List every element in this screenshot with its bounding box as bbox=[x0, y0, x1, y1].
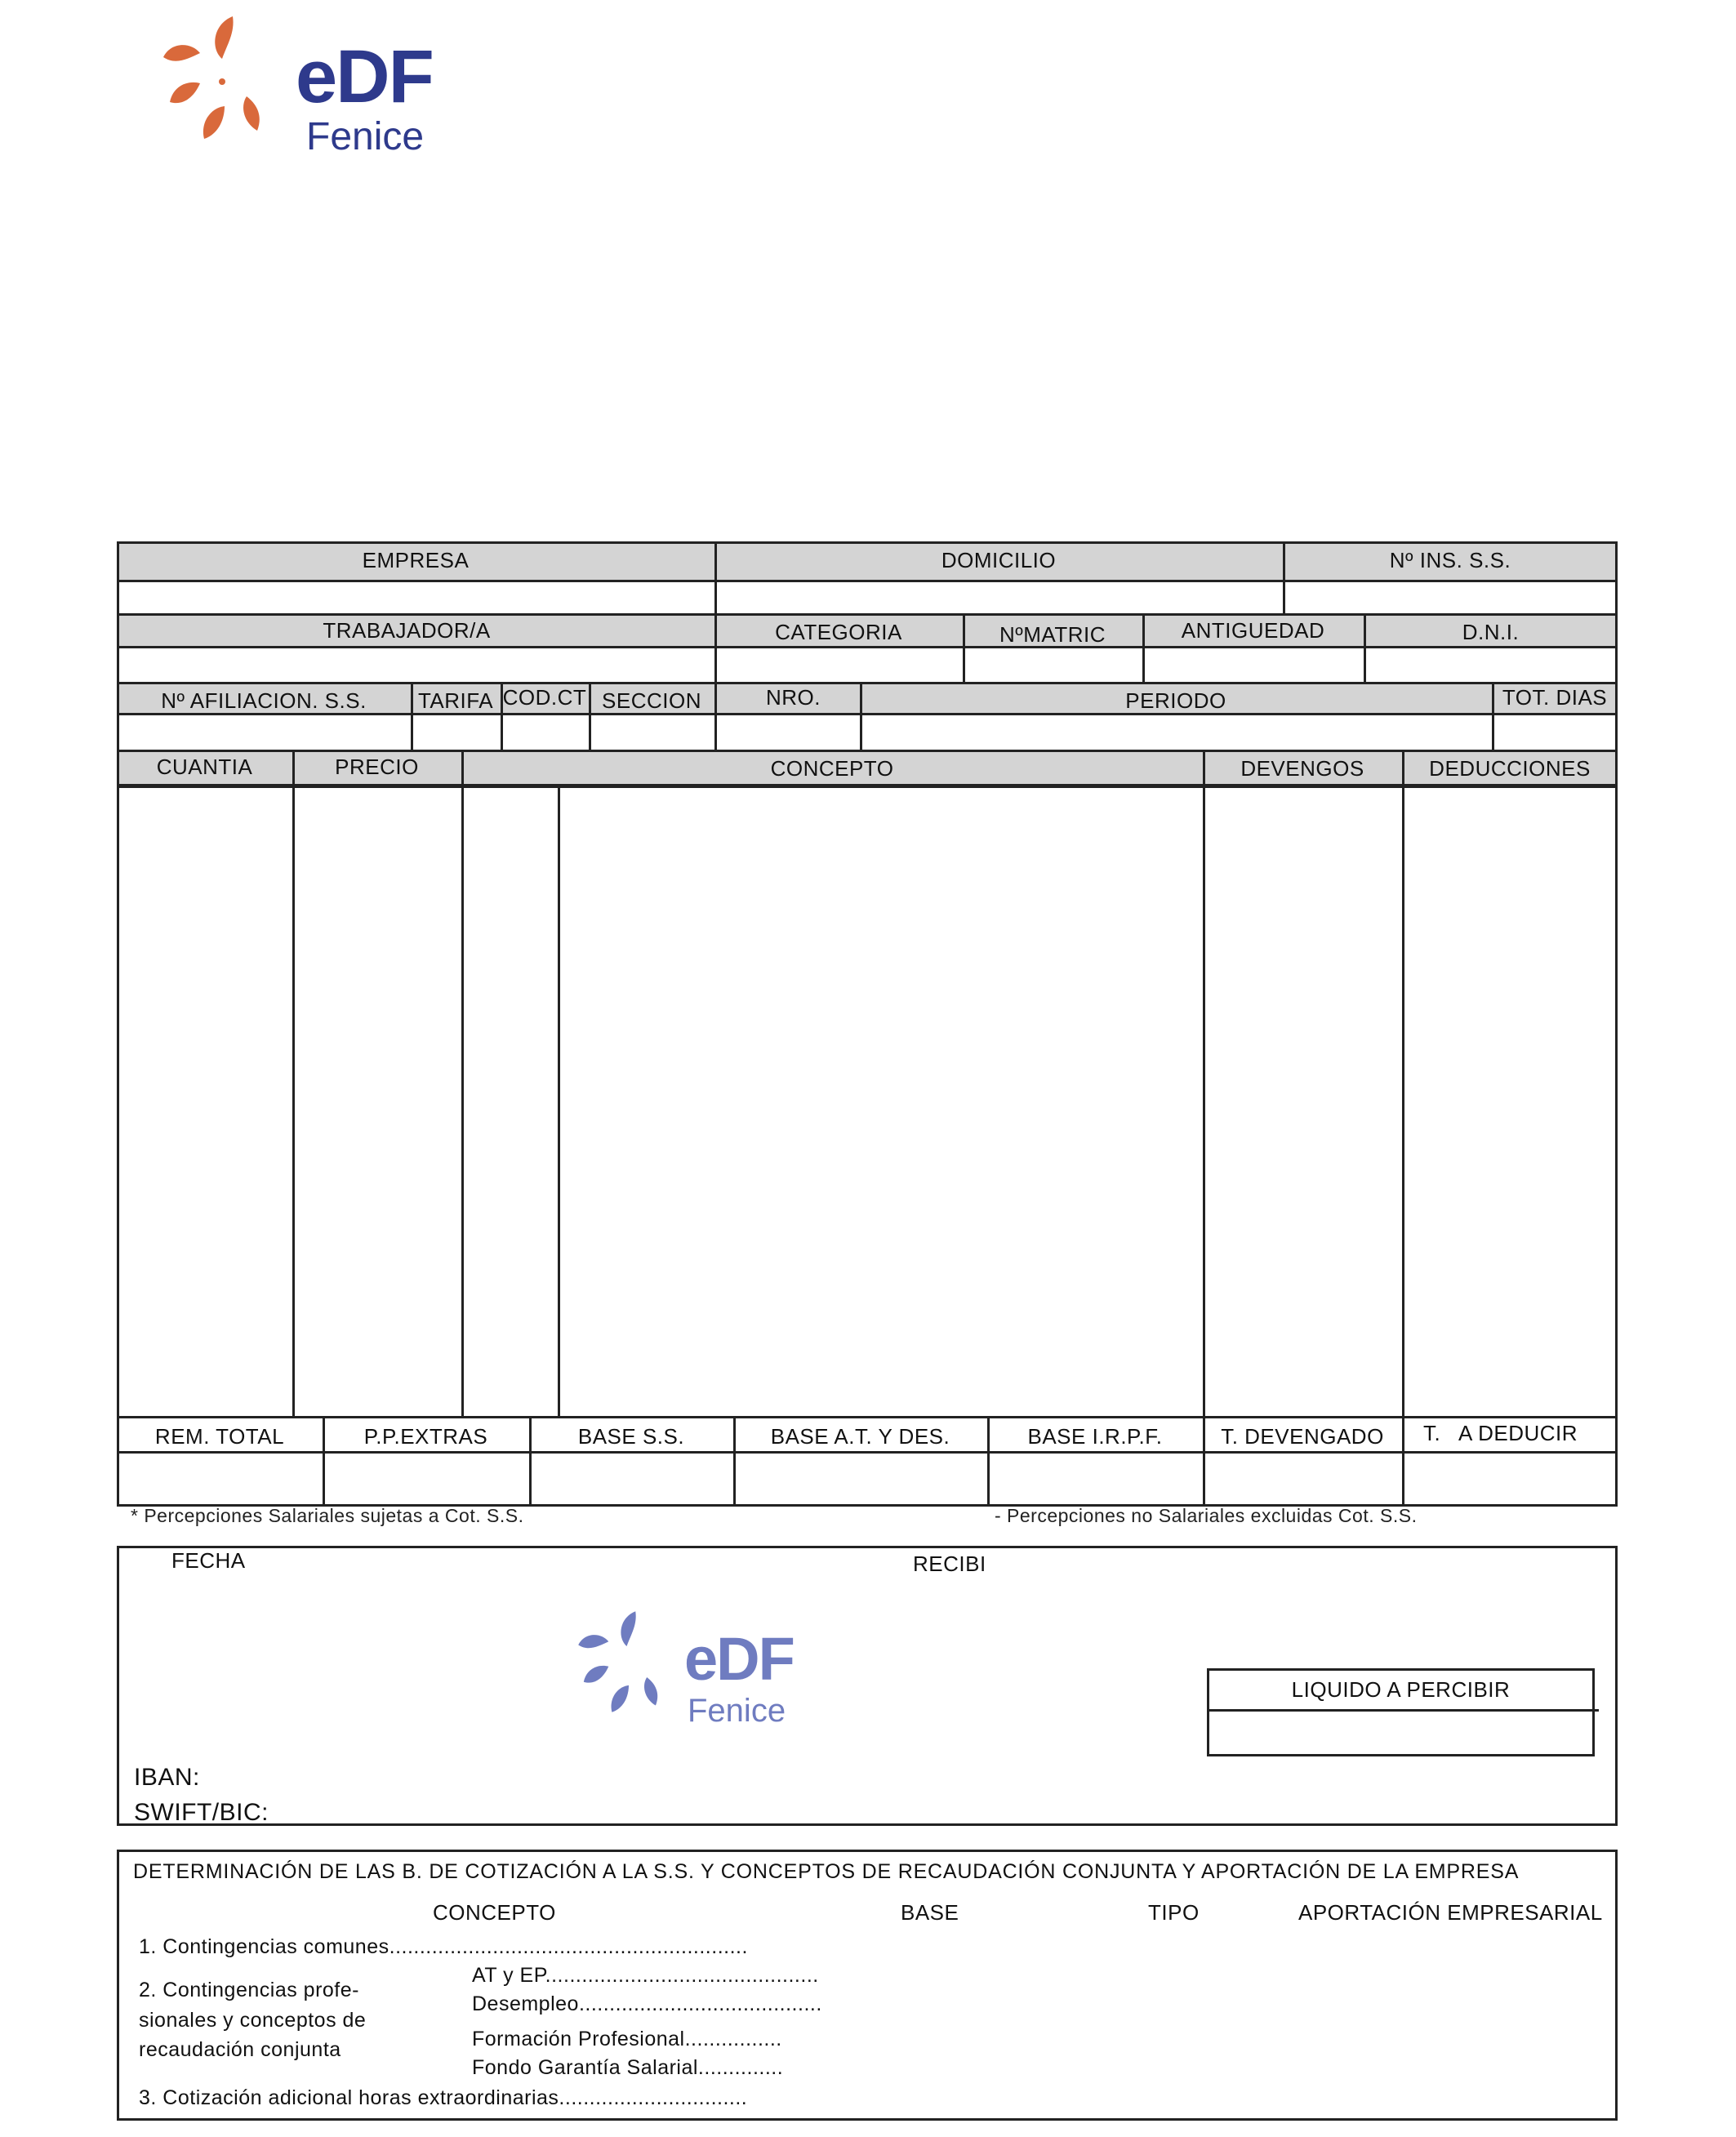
label-recibi: RECIBI bbox=[913, 1552, 986, 1576]
bases-col-aportacion: APORTACIÓN EMPRESARIAL bbox=[1298, 1900, 1603, 1925]
bases-item-1: 1. Contingencias comunes........................................................... bbox=[139, 1935, 748, 1958]
total-base-irpf: BASE I.R.P.F. bbox=[1027, 1424, 1163, 1449]
stamp-wordmark: eDF bbox=[684, 1625, 794, 1693]
edf-flower-icon bbox=[572, 1605, 686, 1719]
bases-col-concepto: CONCEPTO bbox=[433, 1900, 556, 1925]
label-fecha: FECHA bbox=[171, 1548, 246, 1573]
label-tarifa: TARIFA bbox=[417, 688, 494, 713]
bases-sub-desempleo: Desempleo........................................ bbox=[472, 1992, 822, 2015]
bases-col-base: BASE bbox=[901, 1900, 959, 1925]
label-periodo: PERIODO bbox=[1125, 688, 1226, 713]
note-salariales: * Percepciones Salariales sujetas a Cot. S.S. bbox=[131, 1505, 524, 1526]
label-matric: NºMATRIC bbox=[999, 622, 1106, 647]
col-precio: PRECIO bbox=[335, 755, 419, 779]
note-no-salariales: - Percepciones no Salariales excluidas Cot. S.S. bbox=[995, 1505, 1418, 1526]
bases-title: DETERMINACIÓN DE LAS B. DE COTIZACIÓN A LA S.S. Y CONCEPTOS DE RECAUDACIÓN CONJUNTA Y APORTACIÓN DE LA EMPRESA bbox=[133, 1860, 1520, 1883]
bases-item-2-line-1: 2. Contingencias profe- bbox=[139, 1979, 359, 2001]
total-rem: REM. TOTAL bbox=[154, 1424, 285, 1449]
label-seccion: SECCION bbox=[602, 688, 701, 713]
label-dni: D.N.I. bbox=[1462, 620, 1520, 644]
bases-item-2-line-2: sionales y conceptos de bbox=[139, 2009, 367, 2032]
col-cuantia: CUANTIA bbox=[156, 755, 253, 779]
bases-item-3: 3. Cotización adicional horas extraordinarias............................... bbox=[139, 2086, 748, 2109]
brand-subtitle: Fenice bbox=[306, 115, 425, 158]
label-categoria: CATEGORIA bbox=[775, 620, 902, 644]
bases-sub-fogasa: Fondo Garantía Salarial.............. bbox=[472, 2056, 784, 2079]
bases-sub-at-ep: AT y EP............................................. bbox=[472, 1964, 819, 1987]
bases-col-tipo: TIPO bbox=[1148, 1900, 1200, 1925]
total-base-at: BASE A.T. Y DES. bbox=[770, 1424, 950, 1449]
label-antiguedad: ANTIGUEDAD bbox=[1181, 618, 1325, 643]
bases-item-2-line-3: recaudación conjunta bbox=[139, 2038, 341, 2061]
total-base-ss: BASE S.S. bbox=[577, 1424, 685, 1449]
label-tot-dias: TOT. DIAS bbox=[1502, 685, 1608, 710]
edf-flower-icon bbox=[155, 8, 294, 147]
label-empresa: EMPRESA bbox=[362, 548, 470, 572]
label-nro: NRO. bbox=[766, 685, 821, 710]
label-domicilio: DOMICILIO bbox=[941, 548, 1057, 572]
label-ins-ss: Nº INS. S.S. bbox=[1389, 548, 1511, 572]
liquido-value-field[interactable] bbox=[1209, 1712, 1592, 1754]
label-trabajador: TRABAJADOR/A bbox=[323, 618, 491, 643]
label-liquido: LIQUIDO A PERCIBIR bbox=[1291, 1677, 1511, 1702]
brand-wordmark: eDF bbox=[296, 35, 433, 118]
total-devengado: T. DEVENGADO bbox=[1221, 1424, 1384, 1449]
total-pp-extras: P.P.EXTRAS bbox=[363, 1424, 488, 1449]
col-concepto: CONCEPTO bbox=[770, 756, 894, 781]
col-devengos: DEVENGOS bbox=[1240, 756, 1364, 781]
total-a-deducir: T. A DEDUCIR bbox=[1423, 1421, 1578, 1445]
col-deducciones: DEDUCCIONES bbox=[1429, 756, 1591, 781]
payroll-items-table bbox=[117, 750, 1618, 1507]
bases-sub-formacion: Formación Profesional................ bbox=[472, 2028, 782, 2050]
company-logo bbox=[155, 8, 465, 171]
label-swift: SWIFT/BIC: bbox=[134, 1799, 269, 1826]
payroll-header-table bbox=[117, 541, 1618, 759]
label-codct: COD.CT bbox=[502, 685, 587, 710]
stamp-subtitle: Fenice bbox=[688, 1693, 786, 1729]
label-afiliacion: Nº AFILIACION. S.S. bbox=[161, 688, 367, 713]
company-stamp bbox=[572, 1605, 817, 1747]
label-iban: IBAN: bbox=[134, 1764, 200, 1791]
